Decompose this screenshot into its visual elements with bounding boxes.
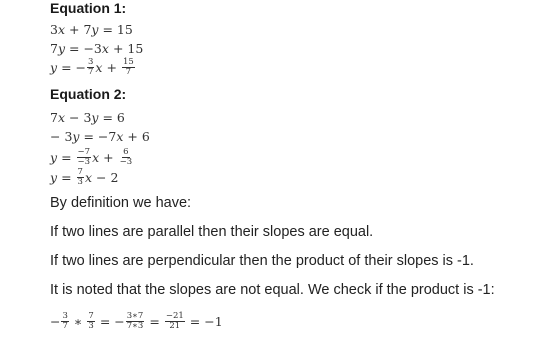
fraction: $\frac{-7}{-3}$ xyxy=(77,146,91,167)
definition-intro: By definition we have: xyxy=(50,195,192,211)
fraction: $\frac{3∗7}{7∗3}$ xyxy=(126,310,144,331)
fraction: $\frac{6}{-3}$ xyxy=(119,146,133,167)
operator: − xyxy=(50,313,61,329)
eq2-step-2: − 3 y = −7 x + 6 xyxy=(50,129,150,144)
operator: ∗ xyxy=(73,313,83,329)
operator: = xyxy=(61,170,72,185)
result: = −1 xyxy=(189,313,223,329)
product-check: It is noted that the slopes are not equal. We check if the product is -1: xyxy=(50,282,495,298)
coef: = −7 xyxy=(83,129,117,144)
operator: − 2 xyxy=(96,170,119,185)
fraction: $\frac{7}{3}$ xyxy=(88,310,94,331)
rhs: + 15 xyxy=(112,41,144,56)
fraction: $\frac{3}{7}$ xyxy=(87,57,94,77)
eq1-step-1: 3 x + 7 y = 15 xyxy=(50,22,133,37)
operator: + xyxy=(106,60,117,75)
eq2-step-4: y = $\frac{7}{3}$ x − 2 xyxy=(50,167,119,187)
fraction: $\frac{7}{3}$ xyxy=(77,167,83,187)
coef: 3 xyxy=(50,22,58,37)
operator: + xyxy=(103,149,114,165)
operator: = xyxy=(149,313,160,329)
coef: − 3 xyxy=(50,129,73,144)
fraction: $\frac{15}{7}$ xyxy=(122,57,134,77)
rhs: + 6 xyxy=(127,129,150,144)
eq1-step-2: 7 y = −3 x + 15 xyxy=(50,41,144,56)
perpendicular-rule: If two lines are perpendicular then the product of their slopes is -1. xyxy=(50,253,474,269)
rhs: = 6 xyxy=(102,110,125,125)
rhs: = 15 xyxy=(102,22,133,37)
fraction: $\frac{3}{7}$ xyxy=(62,310,68,331)
eq1-step-3: y = − $\frac{3}{7}$ x + $\frac{15}{7}$ xyxy=(50,57,134,77)
operator: = − xyxy=(61,60,86,75)
coef: = −3 xyxy=(69,41,102,56)
fraction: $\frac{-21}{21}$ xyxy=(165,310,184,331)
operator: = − xyxy=(99,313,125,329)
equation-1-section xyxy=(50,0,126,16)
coef: + 7 xyxy=(69,22,92,37)
parallel-rule: If two lines are parallel then their slopes are equal. xyxy=(50,224,374,240)
equation-1-steps xyxy=(50,20,143,77)
coef: 7 xyxy=(50,110,58,125)
coef: − 3 xyxy=(69,110,92,125)
eq2-step-1: 7 x − 3 y = 6 xyxy=(50,110,125,125)
slope-product-calculation xyxy=(50,309,223,333)
eq2-step-3: y = $\frac{-7}{-3}$ x + $\frac{6}{-3}$ xyxy=(50,146,133,167)
equation-1-heading: Equation 1: xyxy=(50,0,127,16)
coef: 7 xyxy=(50,41,58,56)
equation-2-steps xyxy=(50,108,150,187)
equation-2-heading: Equation 2: xyxy=(50,86,127,102)
operator: = xyxy=(61,149,72,165)
